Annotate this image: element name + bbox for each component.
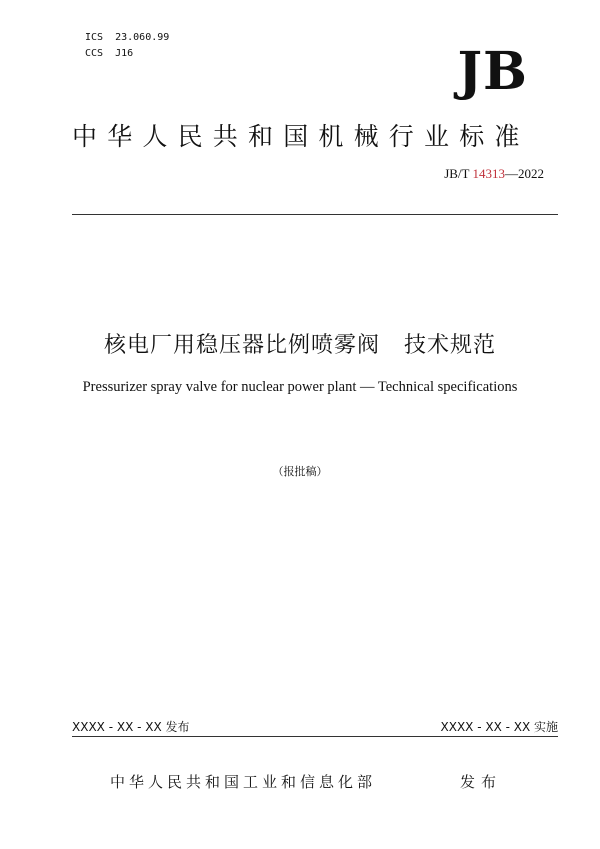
bottom-divider <box>72 736 558 737</box>
issue-date: XXXX - XX - XX 发布 <box>72 720 190 734</box>
document-title-chinese: 核电厂用稳压器比例喷雾阀 技术规范 <box>104 333 496 358</box>
document-title-english: Pressurizer spray valve for nuclear power plant — Technical specifications <box>82 379 518 395</box>
standard-number-value: 14313 <box>472 166 505 181</box>
issuing-authority: 中华人民共和国工业和信息化部 <box>110 773 377 791</box>
standard-year: —2022 <box>505 166 544 181</box>
jb-logo: JB <box>457 41 528 102</box>
ccs-code: CCS J16 <box>85 48 134 59</box>
standard-prefix: JB/T <box>444 166 473 181</box>
draft-status: （报批稿） <box>272 465 328 478</box>
publish-label: 发布 <box>460 773 503 791</box>
top-divider <box>72 214 558 215</box>
classification-codes <box>85 30 169 62</box>
implementation-date: XXXX - XX - XX 实施 <box>440 720 558 734</box>
ics-code: ICS 23.060.99 <box>85 32 170 43</box>
standard-number <box>444 166 544 182</box>
industry-standard-title: 中华人民共和国机械行业标准 <box>72 122 530 151</box>
